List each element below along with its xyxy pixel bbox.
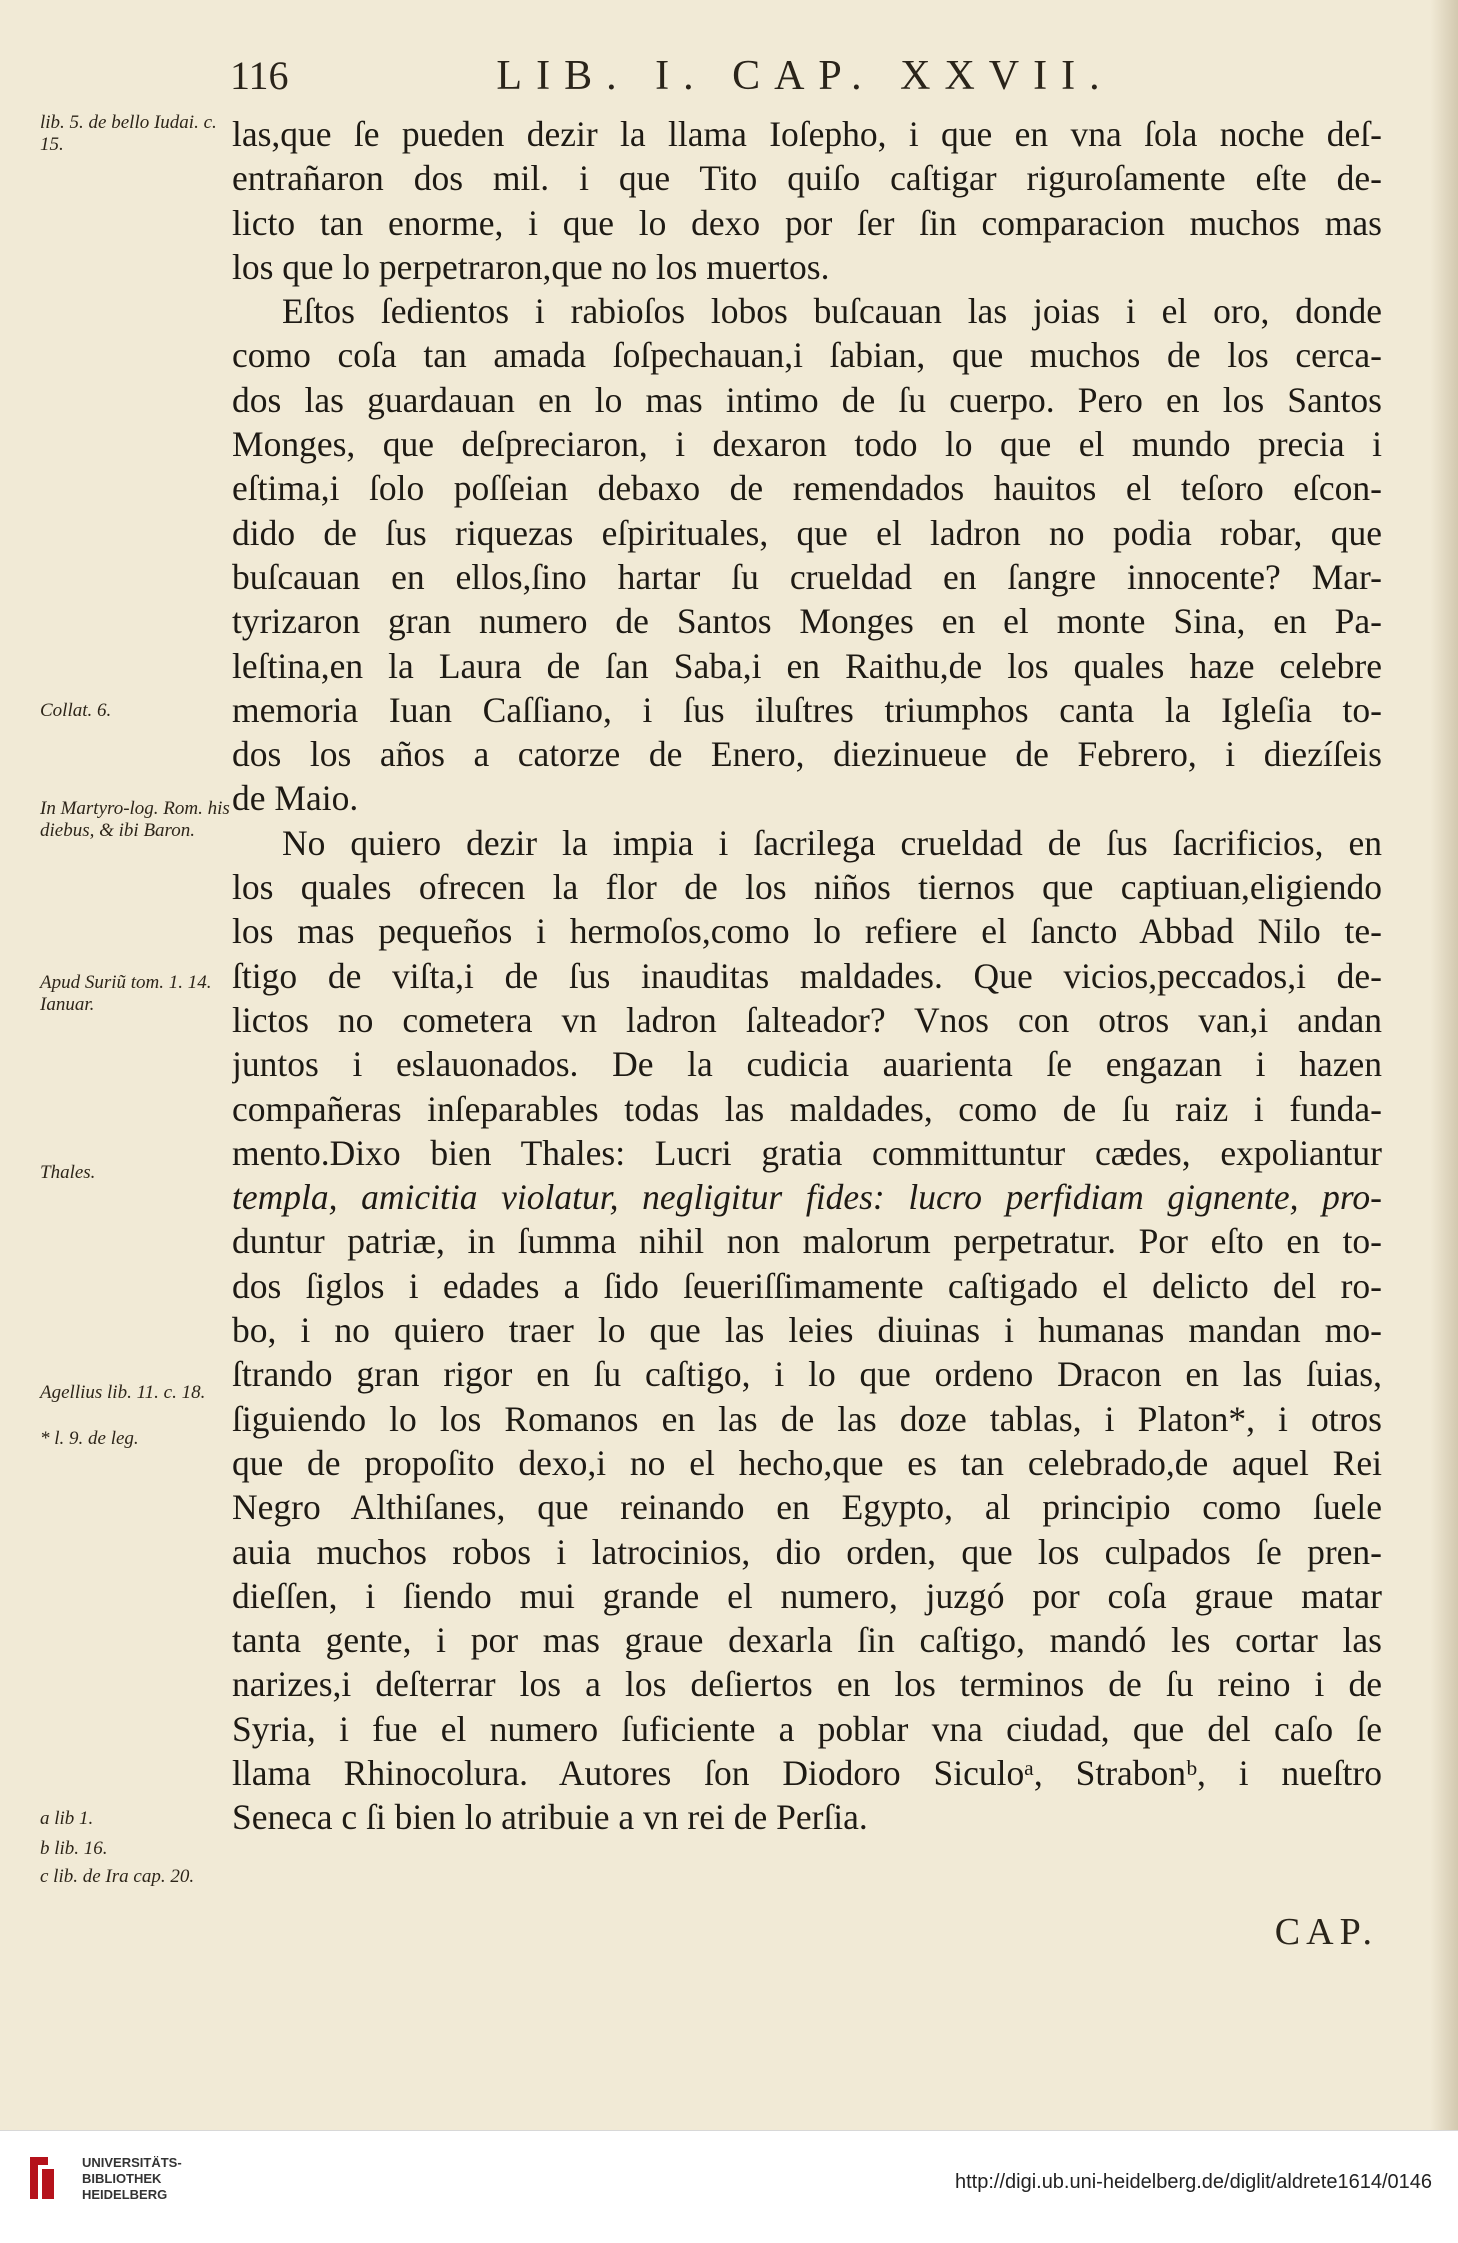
marginal-note: b lib. 16.	[40, 1838, 108, 1859]
text-line: los quales ofrecen la flor de los niños tiernos que captiuan,eligiendo	[232, 867, 1382, 908]
text-line: dos los años a catorze de Enero, diezinueue de Febrero, i diezíſeis	[232, 734, 1382, 775]
text-line: Eſtos ſedientos i rabioſos lobos buſcauan las joias i el oro, donde	[282, 291, 1382, 332]
text-line: llama Rhinocolura. Autores ſon Diodoro Siculoᵃ, Strabonᵇ, i nueſtro	[232, 1752, 1382, 1793]
text-line: auia muchos robos i latrocinios, dio orden, que los culpados ſe pren-	[232, 1531, 1382, 1572]
text-line: eſtima,i ſolo poſſeian debaxo de remendados hauitos el teſoro eſcon-	[232, 468, 1382, 509]
text-line: No quiero dezir la impia i ſacrilega crueldad de ſus ſacrificios, en	[282, 822, 1382, 863]
text-line: juntos i eslauonados. De la cudicia auarienta ſe engazan i hazen	[232, 1044, 1382, 1085]
text-line: los que lo perpetraron,que no los muertos.	[232, 246, 830, 287]
text-line: mento.Dixo bien Thales: Lucri gratia committuntur cædes, expoliantur	[232, 1132, 1382, 1173]
text-line: como coſa tan amada ſoſpechauan,i ſabian, que muchos de los cerca-	[232, 335, 1382, 376]
text-line: Syria, i fue el numero ſuficiente a poblar vna ciudad, que del caſo ſe	[232, 1708, 1382, 1749]
catchword: CAP.	[1274, 1911, 1378, 1953]
body-text	[232, 112, 1382, 1840]
text-line: tyrizaron gran numero de Santos Monges en el monte Sina, en Pa-	[232, 601, 1382, 642]
marginal-note: Collat. 6.	[40, 700, 112, 721]
viewer-footer	[0, 2130, 1458, 2243]
marginal-note: In Martyro-log. Rom. his diebus, & ibi Baron.	[40, 798, 230, 841]
text-line: Seneca c ſi bien lo atribuie a vn rei de Perſia.	[232, 1797, 868, 1838]
text-line: dos ſiglos i edades a ſido ſeueriſſimamente caſtigado el delicto del ro-	[232, 1265, 1382, 1306]
page-number: 116	[230, 53, 289, 98]
text-line: narizes,i deſterrar los a los deſiertos en los terminos de ſu reino i de	[232, 1664, 1382, 1705]
text-line: licto tan enorme, i que lo dexo por ſer ſin comparacion muchos mas	[232, 202, 1382, 243]
library-name-line: UNIVERSITÄTS-	[82, 2155, 182, 2170]
text-line: memoria Iuan Caſſiano, i ſus iluſtres triumphos canta la Igleſia to-	[232, 689, 1382, 730]
text-line: ſtigo de viſta,i de ſus inauditas maldades. Que vicios,peccados,i de-	[232, 955, 1382, 996]
library-name	[82, 2155, 182, 2203]
text-line: templa, amicitia violatur, negligitur fides: lucro perfidiam gignente, pro-	[232, 1177, 1382, 1218]
text-line: de Maio.	[232, 778, 359, 819]
text-line: duntur patriæ, in ſumma nihil non malorum perpetratur. Por eſto en to-	[232, 1221, 1382, 1262]
text-line: dido de ſus riquezas eſpirituales, que el ladron no podia robar, que	[232, 512, 1382, 553]
text-line: buſcauan en ellos,ſino hartar ſu crueldad en ſangre innocente? Mar-	[232, 556, 1382, 597]
text-line: tanta gente, i por mas graue dexarla ſin caſtigo, mandó les cortar las	[232, 1620, 1382, 1661]
text-line: dieſſen, i ſiendo mui grande el numero, juzgó por coſa graue matar	[232, 1575, 1382, 1616]
marginal-note: lib. 5. de bello Iudai. c. 15.	[40, 112, 217, 155]
library-logo-icon	[22, 2151, 62, 2205]
text-line: entrañaron dos mil. i que Tito quiſo caſtigar riguroſamente eſte de-	[232, 158, 1382, 199]
text-line: dos las guardauan en lo mas intimo de ſu cuerpo. Pero en los Santos	[232, 379, 1382, 420]
marginal-note: Thales.	[40, 1162, 96, 1183]
marginal-note: * l. 9. de leg.	[40, 1428, 139, 1449]
text-line: los mas pequeños i hermoſos,como lo refiere el ſancto Abbad Nilo te-	[232, 911, 1382, 952]
marginal-note: Apud Suriũ tom. 1. 14. Ianuar.	[40, 972, 212, 1015]
text-line: que de propoſito dexo,i no el hecho,que es tan celebrado,de aquel Rei	[232, 1442, 1382, 1483]
text-line: compañeras inſeparables todas las maldades, como de ſu raiz i funda-	[232, 1088, 1382, 1129]
marginal-note: c lib. de Ira cap. 20.	[40, 1866, 195, 1887]
text-line: ſiguiendo lo los Romanos en las de las doze tablas, i Platon*, i otros	[232, 1398, 1382, 1439]
library-name-line: BIBLIOTHEK	[82, 2171, 162, 2186]
running-title: LIB. I. CAP. XXVII.	[496, 53, 1114, 99]
page-header	[230, 52, 1380, 112]
marginal-note: Agellius lib. 11. c. 18.	[40, 1382, 206, 1403]
text-line: Monges, que deſpreciaron, i dexaron todo lo que el mundo precia i	[232, 424, 1382, 465]
text-line: las,que ſe pueden dezir la llama Ioſepho, i que en vna ſola noche deſ-	[232, 114, 1382, 154]
text-line: ſtrando gran rigor en ſu caſtigo, i lo que ordeno Dracon en las ſuias,	[232, 1354, 1382, 1395]
text-line: leſtina,en la Laura de ſan Saba,i en Raithu,de los quales haze celebre	[232, 645, 1382, 686]
library-name-line: HEIDELBERG	[82, 2187, 168, 2202]
source-url-link[interactable]: http://digi.ub.uni-heidelberg.de/diglit/aldrete1614/0146	[954, 2171, 1432, 2193]
marginal-note: a lib 1.	[40, 1808, 94, 1829]
text-line: lictos no cometera vn ladron ſalteador? Vnos con otros van,i andan	[232, 999, 1382, 1040]
text-line: bo, i no quiero traer lo que las leies diuinas i humanas mandan mo-	[232, 1310, 1382, 1351]
text-line: Negro Althiſanes, que reinando en Egypto, al principio como ſuele	[232, 1487, 1382, 1528]
